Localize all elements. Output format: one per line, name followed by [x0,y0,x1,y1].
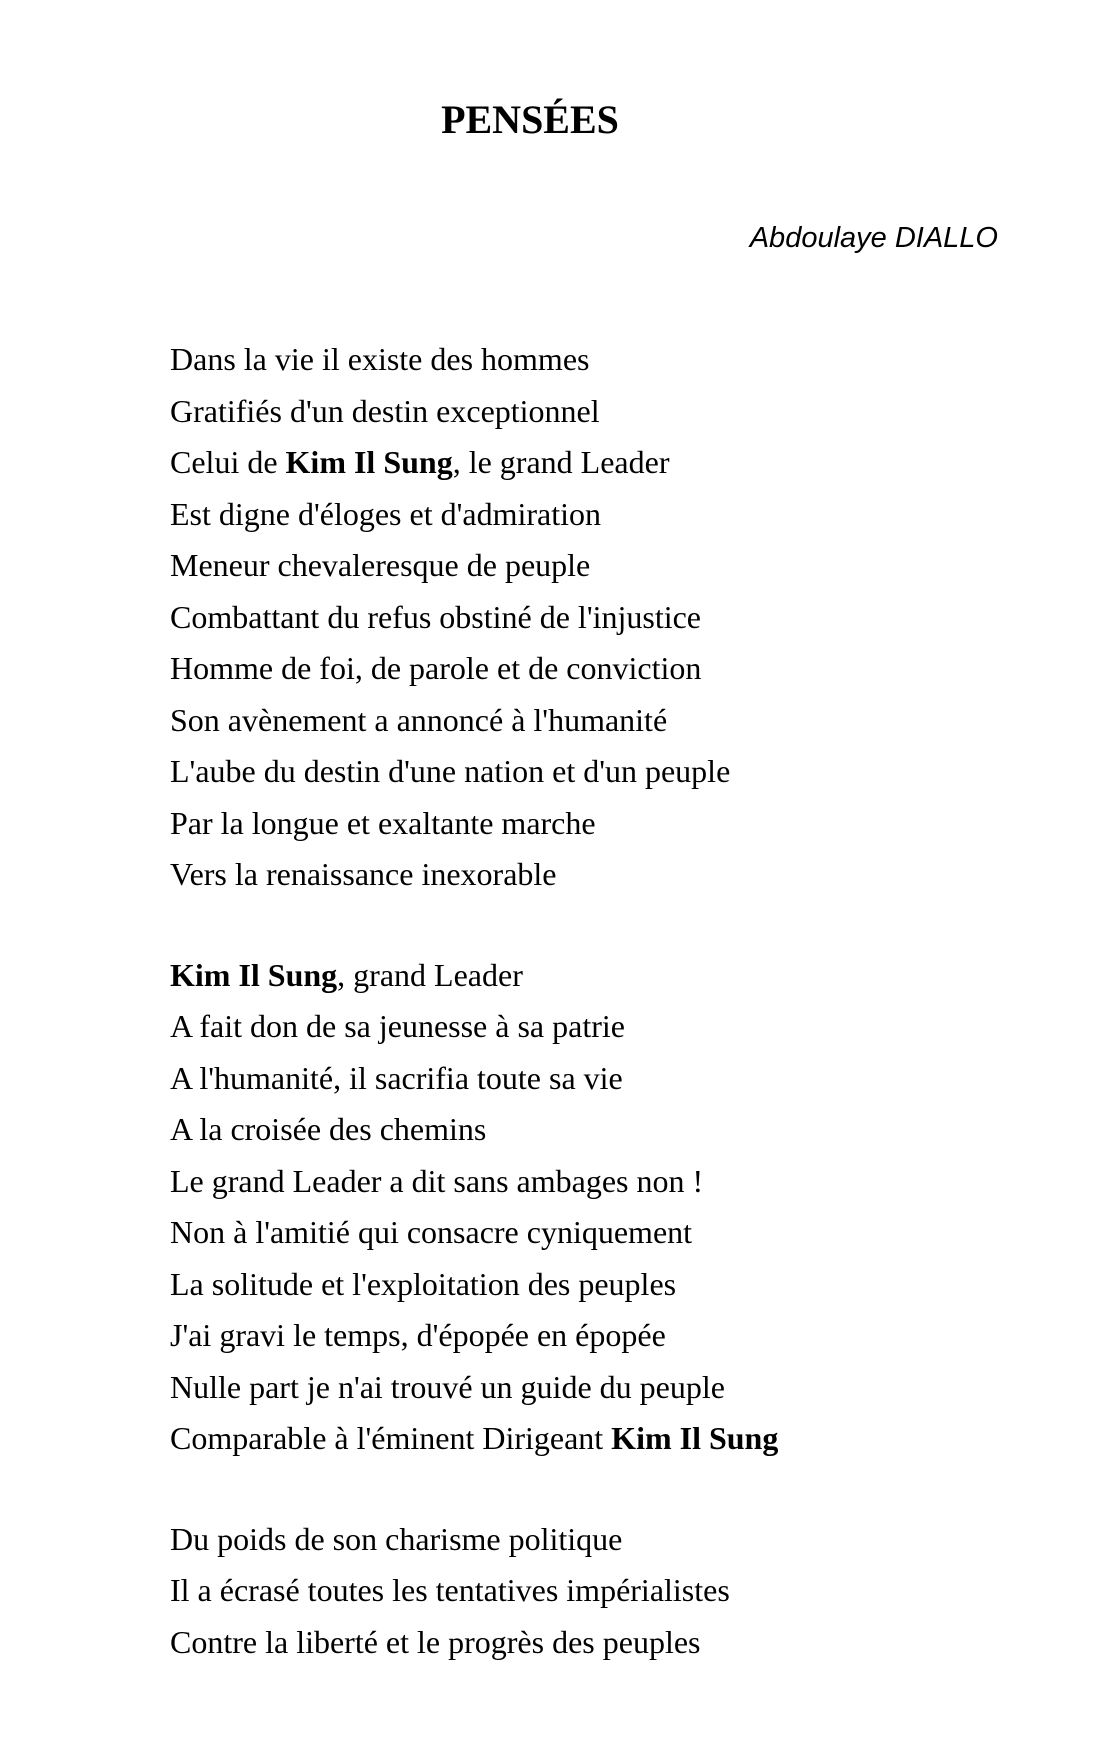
poem-line: Le grand Leader a dit sans ambages non ! [170,1162,704,1199]
poem-line: Dans la vie il existe des hommes [170,341,590,377]
poem [170,334,1050,1668]
poem-line: Du poids de son charisme politique [170,1520,623,1557]
page-title: PENSÉES [441,97,619,142]
poem-line: Gratifiés d'un destin exceptionnel [170,392,600,429]
poem-line: Nulle part je n'ai trouvé un guide du peuple [170,1368,725,1405]
poem-line: A fait don de sa jeunesse à sa patrie [170,1008,625,1044]
poem-line: Non à l'amitié qui consacre cyniquement [170,1214,693,1250]
bold-name: Kim Il Sung [285,444,453,480]
poem-line: Par la longue et exaltante marche [170,804,596,841]
stanza-3 [170,1514,1050,1669]
poem-line: Kim Il Sung, grand Leader [170,956,523,993]
stanza-2 [170,950,1050,1465]
poem-line: Comparable à l'éminent Dirigeant Kim Il Sung [170,1420,779,1456]
stanza-gap [170,901,1050,950]
poem-line: Contre la liberté et le progrès des peuples [170,1623,701,1660]
poem-line: A l'humanité, il sacrifia toute sa vie [170,1059,623,1096]
stanza-gap [170,1465,1050,1514]
poem-line: Combattant du refus obstiné de l'injustice [170,598,701,635]
stanza-1 [170,334,1050,901]
poem-line: Il a écrasé toutes les tentatives impérialistes [170,1572,730,1608]
poem-line: Est digne d'éloges et d'admiration [170,495,601,532]
poem-line: La solitude et l'exploitation des peuples [170,1265,677,1302]
poem-line: Celui de Kim Il Sung, le grand Leader [170,444,670,480]
poem-line: Meneur chevaleresque de peuple [170,547,591,583]
bold-name: Kim Il Sung [611,1420,779,1456]
poem-line: Vers la renaissance inexorable [170,856,557,892]
poem-line: J'ai gravi le temps, d'épopée en épopée [170,1317,666,1353]
bold-name: Kim Il Sung [170,956,338,993]
poem-line: A la croisée des chemins [170,1111,487,1147]
poem-line: L'aube du destin d'une nation et d'un peuple [170,753,731,789]
poem-line: Son avènement a annoncé à l'humanité [170,701,668,738]
author-name: Abdoulaye DIALLO [749,222,998,254]
poem-line: Homme de foi, de parole et de conviction [170,650,702,686]
